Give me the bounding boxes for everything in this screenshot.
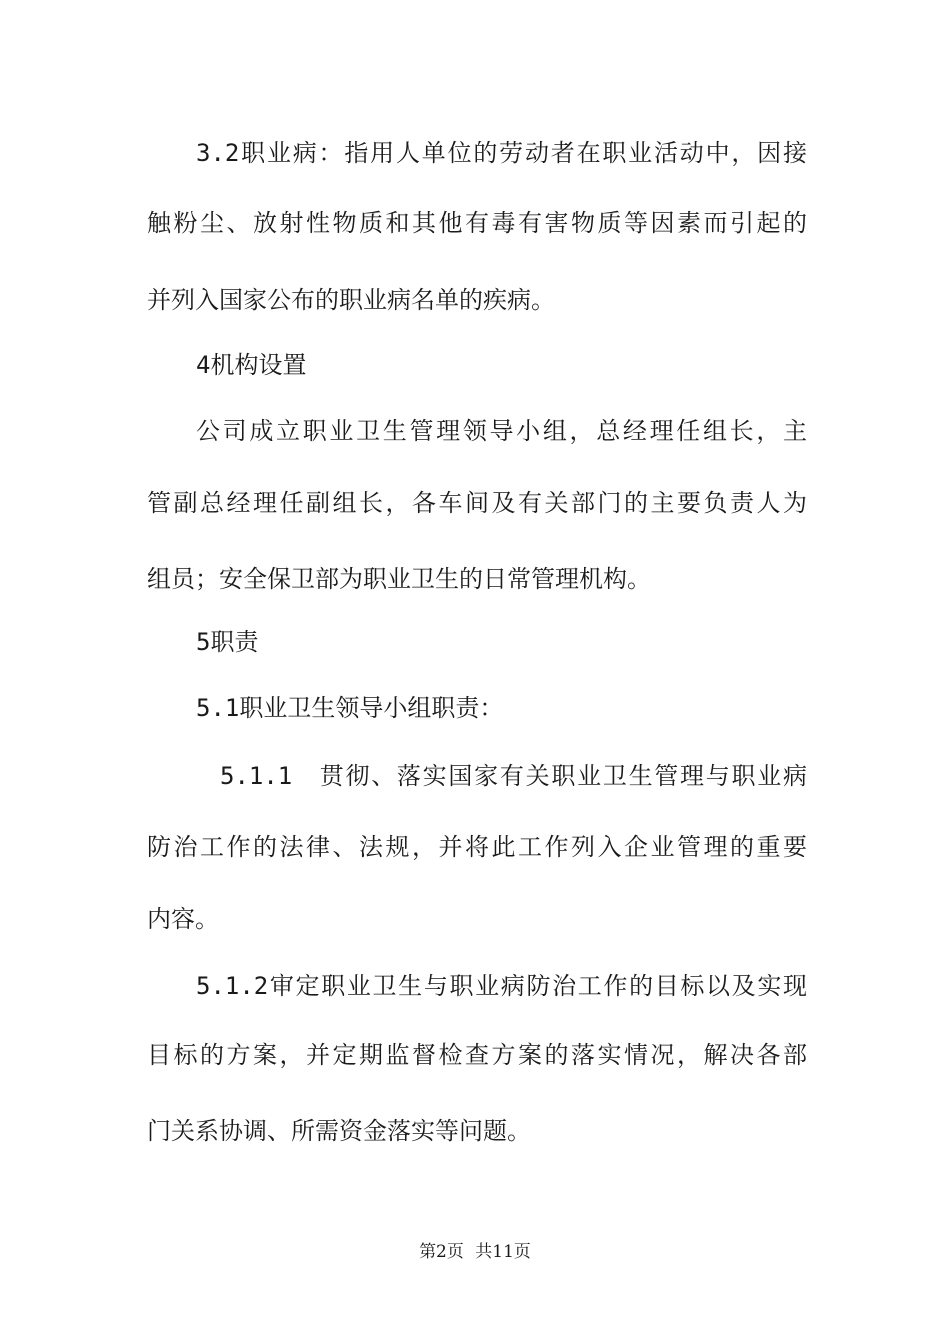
paragraph-4-line-3: 组员；安全保卫部为职业卫生的日常管理机构。 xyxy=(147,565,651,593)
heading-5-1: 5.1职业卫生领导小组职责： xyxy=(196,694,504,722)
heading-5-duties: 5职责 xyxy=(196,628,259,656)
page-number: 第2页 xyxy=(419,1242,464,1262)
paragraph-3-2-line-1: 3.2职业病：指用人单位的劳动者在职业活动中，因接 xyxy=(196,139,807,167)
paragraph-3-2-line-2: 触粉尘、放射性物质和其他有毒有害物质等因素而引起的 xyxy=(147,209,807,237)
paragraph-5-1-1-line-2: 防治工作的法律、法规，并将此工作列入企业管理的重要 xyxy=(147,833,807,861)
page-total: 共11页 xyxy=(475,1242,531,1262)
paragraph-5-1-2-line-1: 5.1.2审定职业卫生与职业病防治工作的目标以及实现 xyxy=(196,972,807,1000)
paragraph-5-1-1-line-1: 5.1.1 贯彻、落实国家有关职业卫生管理与职业病 xyxy=(220,762,807,790)
paragraph-5-1-2-line-3: 门关系协调、所需资金落实等问题。 xyxy=(147,1117,531,1145)
paragraph-5-1-1-line-3: 内容。 xyxy=(147,905,219,933)
heading-4-organization: 4机构设置 xyxy=(196,351,307,379)
paragraph-5-1-2-line-2: 目标的方案，并定期监督检查方案的落实情况，解决各部 xyxy=(147,1041,807,1069)
paragraph-3-2-line-3: 并列入国家公布的职业病名单的疾病。 xyxy=(147,286,555,314)
page-footer xyxy=(0,1241,950,1263)
paragraph-4-line-2: 管副总经理任副组长，各车间及有关部门的主要负责人为 xyxy=(147,489,807,517)
paragraph-4-line-1: 公司成立职业卫生管理领导小组，总经理任组长，主 xyxy=(196,417,807,445)
